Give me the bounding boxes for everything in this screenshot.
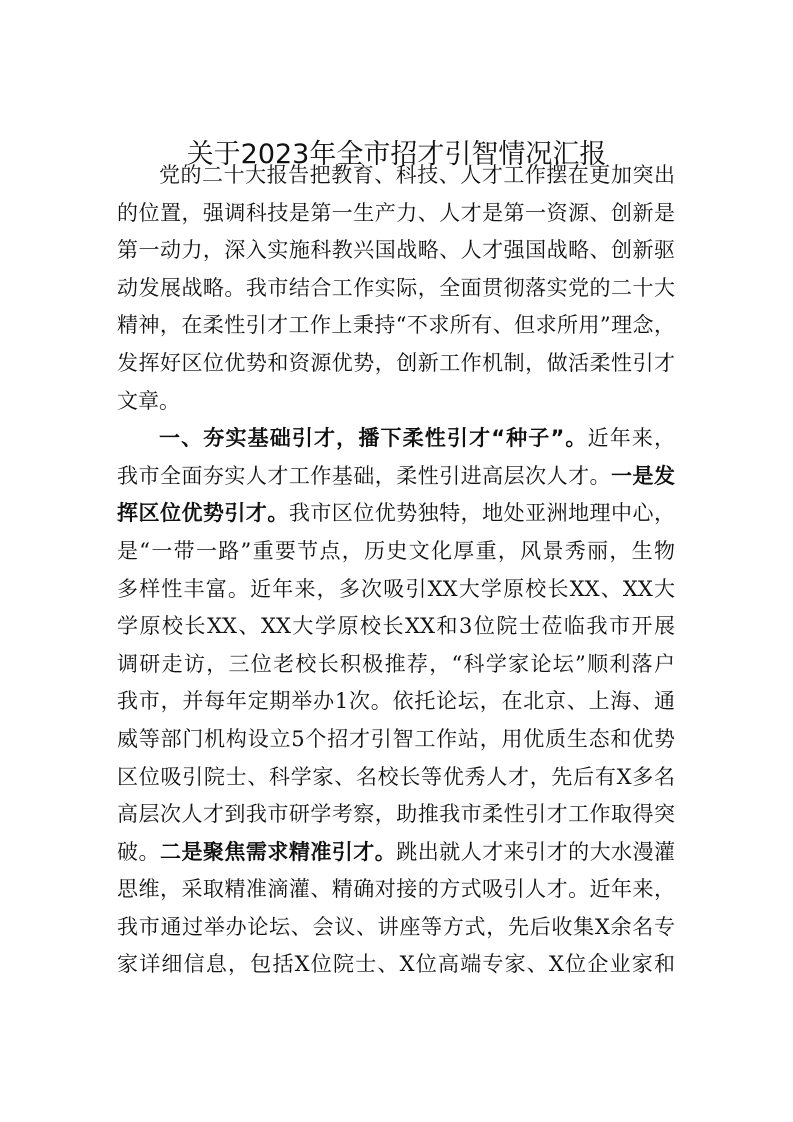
body-text: 区位吸引院士、科学家、名校长等优秀人才，先后有X多名 xyxy=(117,764,675,789)
bold-heading-text: 一是发 xyxy=(611,463,676,488)
body-text: 的位置，强调科技是第一生产力、人才是第一资源、创新是 xyxy=(117,200,675,225)
text-line xyxy=(117,834,675,872)
text-line xyxy=(117,157,675,195)
body-text: 高层次人才到我市研学考察，助推我市柔性引才工作取得突 xyxy=(117,802,675,827)
text-line xyxy=(117,383,675,421)
text-line xyxy=(117,646,675,684)
body-text: 我市通过举办论坛、会议、讲座等方式，先后收集X余名专 xyxy=(117,914,675,939)
body-text: 多样性丰富。近年来，多次吸引XX大学原校长XX、XX大 xyxy=(117,576,675,601)
body-text: 威等部门机构设立5个招才引智工作站，用优质生态和优势 xyxy=(117,726,675,751)
document-body xyxy=(117,157,675,984)
text-line xyxy=(117,871,675,909)
body-text: 文章。 xyxy=(117,388,180,413)
body-text: 发挥好区位优势和资源优势，创新工作机制，做活柔性引才 xyxy=(117,350,675,375)
document-title: 关于2023年全市招才引智情况汇报 xyxy=(186,139,607,170)
body-text: 近年来， xyxy=(587,426,676,451)
body-text: 动发展战略。我市结合工作实际，全面贯彻落实党的二十大 xyxy=(117,275,675,300)
text-line xyxy=(117,420,675,458)
body-text: 调研走访，三位老校长积极推荐，“科学家论坛”顺利落户 xyxy=(117,651,675,676)
body-text: 学原校长XX、XX大学原校长XX和3位院士莅临我市开展 xyxy=(117,614,675,639)
body-text: 家详细信息，包括X位院士、X位高端专家、X位企业家和 xyxy=(117,952,675,977)
body-text: 党的二十大报告把教育、科技、人才工作摆在更加突出 xyxy=(159,163,675,187)
bold-heading-text: 二是聚焦需求精准引才。 xyxy=(159,839,397,864)
text-line xyxy=(117,345,675,383)
body-text: 我市区位优势独特，地处亚洲地理中心， xyxy=(288,501,676,526)
body-text: 精神，在柔性引才工作上秉持“不求所有、但求所用”理念， xyxy=(117,313,675,338)
text-line xyxy=(117,232,675,270)
text-line xyxy=(117,195,675,233)
text-line xyxy=(117,533,675,571)
body-text: 破。 xyxy=(117,839,160,864)
body-text: 跳出就人才来引才的大水漫灌 xyxy=(396,839,676,864)
text-line xyxy=(117,721,675,759)
text-line xyxy=(117,608,675,646)
text-line xyxy=(117,909,675,947)
body-text: 第一动力，深入实施科教兴国战略、人才强国战略、创新驱 xyxy=(117,238,675,263)
bold-heading-text: 挥区位优势引才。 xyxy=(117,501,289,526)
bold-heading-text: 一、夯实基础引才，播下柔性引才“种子”。 xyxy=(159,426,588,451)
text-line xyxy=(117,307,675,345)
text-line xyxy=(117,270,675,308)
text-line xyxy=(117,796,675,834)
text-line xyxy=(117,571,675,609)
text-line xyxy=(117,759,675,797)
body-text: 我市全面夯实人才工作基础，柔性引进高层次人才。 xyxy=(117,463,612,488)
body-text: 思维，采取精准滴灌、精确对接的方式吸引人才。近年来， xyxy=(117,877,675,902)
body-text: 我市，并每年定期举办1次。依托论坛，在北京、上海、通 xyxy=(117,689,675,714)
text-line xyxy=(117,495,675,533)
body-text: 是“一带一路”重要节点，历史文化厚重，风景秀丽，生物 xyxy=(117,538,675,563)
text-line xyxy=(117,946,675,984)
text-line xyxy=(117,683,675,721)
text-line xyxy=(117,458,675,496)
